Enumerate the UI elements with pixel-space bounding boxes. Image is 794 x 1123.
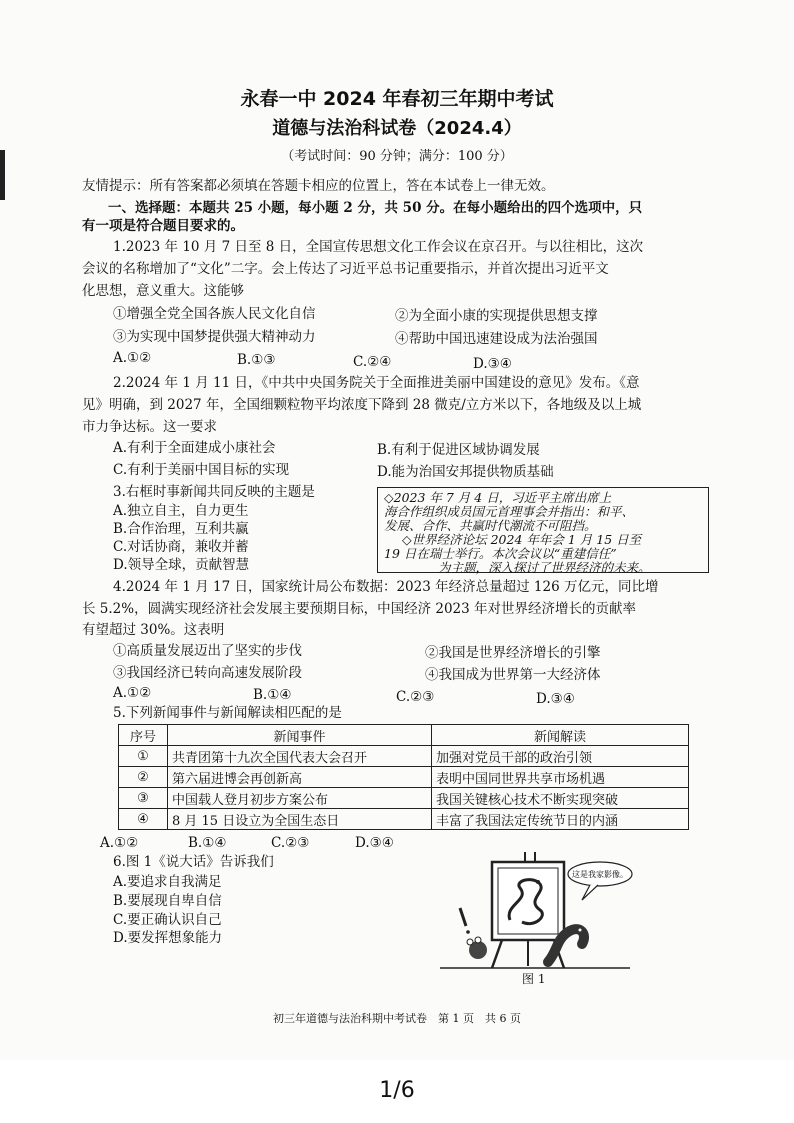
notice-text: 友情提示：所有答案都必须填在答题卡相应的位置上，答在本试卷上一律无效。 xyxy=(82,178,555,194)
section-heading: 一、选择题：本题共 25 小题，每小题 2 分，共 50 分。在每小题给出的四个选项中，只 xyxy=(108,200,643,216)
q1-option: ②为全面小康的实现提供思想支撑 xyxy=(395,308,598,324)
news-box-line: 发展、合作、共赢时代潮流不可阻挡。 xyxy=(384,518,597,533)
news-box-line: 为主题，深入探讨了世界经济的未来。 xyxy=(438,560,651,575)
q4-option: ③我国经济已转向高速发展阶段 xyxy=(113,665,302,681)
table-row xyxy=(119,788,689,809)
news-box xyxy=(377,487,709,573)
q1-choice-d: D.③④ xyxy=(473,356,512,372)
q1-option: ④帮助中国迅速建设成为法治强国 xyxy=(395,331,598,347)
q4-choice-a: A.①② xyxy=(113,685,152,701)
table-cell: ③ xyxy=(119,788,168,809)
news-box-line: 19 日在瑞士举行。本次会议以“重建信任” xyxy=(384,546,617,561)
q6-choice-d: D.要发挥想象能力 xyxy=(113,930,223,946)
q3-choice-d: D.领导全球，贡献智慧 xyxy=(113,557,250,573)
table-cell: 丰富了我国法定传统节日的内涵 xyxy=(432,809,689,830)
news-box-line: ◇2023 年 7 月 4 日，习近平主席出席上 xyxy=(384,490,612,505)
table-cell: 加强对党员干部的政治引领 xyxy=(432,746,689,767)
q4-option: ①高质量发展迈出了坚实的步伐 xyxy=(113,643,302,659)
table-cell: ② xyxy=(119,767,168,788)
q4-stem: 4.2024 年 1 月 17 日，国家统计局公布数据：2023 年经济总量超过 126 万亿元，同比增 xyxy=(113,579,659,595)
table-cell: 第六届进博会再创新高 xyxy=(168,767,432,788)
table-cell: 表明中国同世界共享市场机遇 xyxy=(432,767,689,788)
q5-choice-b: B.①④ xyxy=(188,835,227,851)
exam-info: （考试时间：90 分钟；满分：100 分） xyxy=(281,149,513,164)
q1-option: ③为实现中国梦提供强大精神动力 xyxy=(113,329,316,345)
q5-choice-a: A.①② xyxy=(100,835,139,851)
q1-option: ①增强全党全国各族人民文化自信 xyxy=(113,306,316,322)
q1-choice-b: B.①③ xyxy=(237,352,276,368)
q2-choice-b: B.有利于促进区域协调发展 xyxy=(377,442,540,458)
q1-choice-c: C.②④ xyxy=(353,354,392,370)
table-header-row xyxy=(119,725,689,746)
table-row xyxy=(119,809,689,830)
news-match-table xyxy=(118,724,689,830)
q6-choice-a: A.要追求自我满足 xyxy=(113,874,222,890)
q2-choice-a: A.有利于全面建成小康社会 xyxy=(113,440,276,456)
page-counter: 1/6 xyxy=(379,1078,415,1103)
q3-choice-b: B.合作治理，互利共赢 xyxy=(113,521,249,537)
q5-choice-d: D.③④ xyxy=(355,835,394,851)
cartoon-figure xyxy=(430,850,640,970)
q2-stem: 见》明确，到 2027 年，全国细颗粒物平均浓度下降到 28 微克/立方米以下，各地级及以上城 xyxy=(82,397,642,413)
q6-choice-b: B.要展现自卑自信 xyxy=(113,893,222,909)
speech-bubble-text: 这是我家影像。 xyxy=(572,870,628,879)
q1-stem: 会议的名称增加了“文化”二字。会上传达了习近平总书记重要指示，并首次提出习近平文 xyxy=(82,261,609,277)
q3-stem: 3.右框时事新闻共同反映的主题是 xyxy=(113,484,315,500)
q1-stem: 1.2023 年 10 月 7 日至 8 日，全国宣传思想文化工作会议在京召开。与以往相比，这次 xyxy=(113,239,644,255)
q3-choice-a: A.独立自主，自力更生 xyxy=(113,503,249,519)
exam-subtitle: 道德与法治科试卷（2024.4） xyxy=(272,118,522,139)
q2-stem: 2.2024 年 1 月 11 日，《中共中央国务院关于全面推进美丽中国建设的意见》发布。《意 xyxy=(113,375,640,391)
table-header-cell: 新闻解读 xyxy=(432,725,689,746)
q6-stem: 6.图 1《说大话》告诉我们 xyxy=(113,854,274,870)
section-heading-cont: 有一项是符合题目要求的。 xyxy=(82,218,244,234)
table-cell: 中国载人登月初步方案公布 xyxy=(168,788,432,809)
table-cell: ① xyxy=(119,746,168,767)
table-cell: 共青团第十九次全国代表大会召开 xyxy=(168,746,432,767)
q4-option: ④我国成为世界第一大经济体 xyxy=(425,667,601,683)
news-box-line: ◇世界经济论坛 2024 年年会 1 月 15 日至 xyxy=(402,532,642,547)
q4-option: ②我国是世界经济增长的引擎 xyxy=(425,645,601,661)
table-header-cell: 序号 xyxy=(119,725,168,746)
figure-caption: 图 1 xyxy=(522,972,546,986)
q5-choice-c: C.②③ xyxy=(271,835,310,851)
table-header-cell: 新闻事件 xyxy=(168,725,432,746)
q2-stem: 市力争达标。这一要求 xyxy=(82,419,217,435)
q2-choice-c: C.有利于美丽中国目标的实现 xyxy=(113,462,290,478)
table-cell: 我国关键核心技术不断实现突破 xyxy=(432,788,689,809)
q6-choice-c: C.要正确认识自己 xyxy=(113,912,222,928)
q4-choice-b: B.①④ xyxy=(253,687,292,703)
q4-stem: 长 5.2%，圆满实现经济社会发展主要预期目标，中国经济 2023 年对世界经济增长的贡献率 xyxy=(82,601,637,617)
q3-choice-c: C.对话协商，兼收并蓄 xyxy=(113,539,249,555)
news-box-line: 海合作组织成员国元首理事会并指出：和平、 xyxy=(384,504,635,519)
q4-choice-d: D.③④ xyxy=(536,691,575,707)
q2-choice-d: D.能为治国安邦提供物质基础 xyxy=(377,464,554,480)
q1-stem: 化思想，意义重大。这能够 xyxy=(82,283,244,299)
table-cell: 8 月 15 日设立为全国生态日 xyxy=(168,809,432,830)
table-row xyxy=(119,767,689,788)
exam-title: 永春一中 2024 年春初三年期中考试 xyxy=(240,88,554,110)
page-footer: 初三年道德与法治科期中考试卷 第 1 页 共 6 页 xyxy=(273,1012,521,1025)
q4-stem: 有望超过 30%。这表明 xyxy=(82,622,225,638)
q4-choice-c: C.②③ xyxy=(396,689,435,705)
table-row xyxy=(119,746,689,767)
table-cell: ④ xyxy=(119,809,168,830)
q5-stem: 5.下列新闻事件与新闻解读相匹配的是 xyxy=(113,705,342,721)
q1-choice-a: A.①② xyxy=(113,350,152,366)
